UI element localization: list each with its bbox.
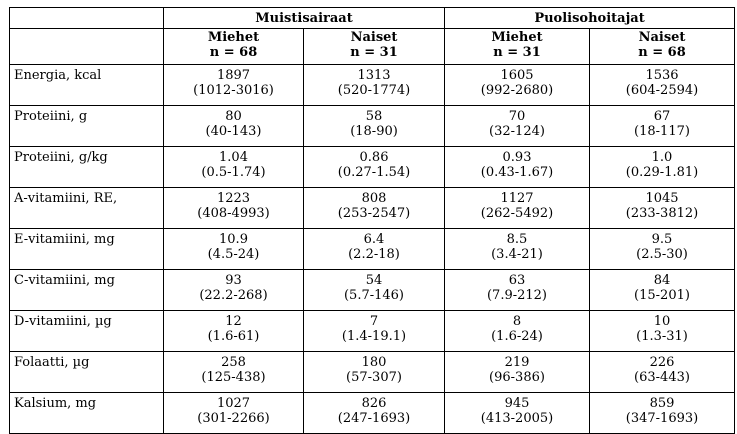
median-value: 1045 (645, 191, 679, 206)
range-value: (0.27-1.54) (337, 165, 411, 180)
subheader-n: n = 68 (209, 45, 258, 60)
median-value: 258 (221, 355, 246, 370)
subheader-cell (445, 29, 590, 65)
group-header-muistisairaat: Muistisairaat (164, 8, 445, 29)
value-cell (590, 352, 735, 393)
range-value: (96-386) (489, 370, 545, 385)
median-value: 1.0 (651, 150, 673, 165)
value-cell (590, 106, 735, 147)
value-cell (304, 393, 445, 434)
median-value: 54 (365, 273, 383, 288)
median-value: 1.04 (219, 150, 248, 165)
value-cell (445, 270, 590, 311)
table-row (10, 270, 735, 311)
range-value: (1012-3016) (193, 83, 274, 98)
value-cell (164, 65, 304, 106)
table-row (10, 393, 735, 434)
median-value: 67 (653, 109, 671, 124)
range-value: (7.9-212) (486, 288, 548, 303)
range-value: (233-3812) (625, 206, 699, 221)
value-cell (590, 393, 735, 434)
median-value: 58 (365, 109, 383, 124)
median-value: 1536 (645, 68, 679, 83)
value-cell (445, 65, 590, 106)
subheader-cell (304, 29, 445, 65)
median-value: 8.5 (506, 232, 528, 247)
table-row (10, 65, 735, 106)
value-cell (445, 352, 590, 393)
row-label: C-vitamiini, mg (10, 270, 164, 311)
range-value: (520-1774) (337, 83, 411, 98)
range-value: (3.4-21) (491, 247, 543, 262)
median-value: 1027 (216, 396, 251, 411)
value-cell (164, 106, 304, 147)
median-value: 1605 (500, 68, 534, 83)
range-value: (40-143) (205, 124, 262, 139)
range-value: (22.2-268) (199, 288, 268, 303)
group-header-puolisohoitajat: Puolisohoitajat (445, 8, 735, 29)
median-value: 84 (653, 273, 671, 288)
value-cell (304, 229, 445, 270)
subheader-sex: Miehet (491, 30, 543, 45)
value-cell (445, 147, 590, 188)
table-row (10, 188, 735, 229)
range-value: (1.4-19.1) (341, 329, 407, 344)
value-cell (164, 311, 304, 352)
median-value: 226 (649, 355, 675, 370)
value-cell (304, 188, 445, 229)
subheader-n: n = 31 (493, 45, 541, 60)
median-value: 93 (225, 273, 242, 288)
subheader-sex: Naiset (638, 30, 686, 45)
table-row (10, 352, 735, 393)
nutrient-intake-table (9, 7, 735, 434)
subheader-sex: Miehet (207, 30, 260, 45)
median-value: 219 (504, 355, 530, 370)
range-value: (4.5-24) (207, 247, 260, 262)
range-value: (0.29-1.81) (625, 165, 699, 180)
row-label: Proteiini, g/kg (10, 147, 164, 188)
value-cell (590, 147, 735, 188)
range-value: (0.43-1.67) (480, 165, 554, 180)
median-value: 80 (225, 109, 242, 124)
range-value: (18-90) (350, 124, 398, 139)
median-value: 10.9 (219, 232, 248, 247)
row-label: D-vitamiini, µg (10, 311, 164, 352)
table-row (10, 229, 735, 270)
row-label: A-vitamiini, RE, (10, 188, 164, 229)
range-value: (262-5492) (480, 206, 554, 221)
range-value: (992-2680) (480, 83, 554, 98)
median-value: 0.93 (502, 150, 532, 165)
row-label: E-vitamiini, mg (10, 229, 164, 270)
subheader-cell (164, 29, 304, 65)
value-cell (445, 106, 590, 147)
range-value: (247-1693) (337, 411, 411, 426)
value-cell (590, 311, 735, 352)
median-value: 1897 (216, 68, 251, 83)
median-value: 1313 (357, 68, 391, 83)
value-cell (590, 65, 735, 106)
range-value: (125-438) (201, 370, 266, 385)
value-cell (304, 270, 445, 311)
range-value: (57-307) (346, 370, 402, 385)
range-value: (413-2005) (480, 411, 554, 426)
median-value: 70 (508, 109, 526, 124)
value-cell (445, 311, 590, 352)
range-value: (5.7-146) (343, 288, 405, 303)
range-value: (1.6-24) (491, 329, 543, 344)
median-value: 180 (361, 355, 387, 370)
median-value: 1127 (500, 191, 534, 206)
table-row (10, 147, 735, 188)
corner-cell (10, 29, 164, 65)
median-value: 8 (512, 314, 522, 329)
value-cell (304, 65, 445, 106)
subheader-cell (590, 29, 735, 65)
value-cell (304, 147, 445, 188)
range-value: (15-201) (634, 288, 690, 303)
subheader-n: n = 68 (638, 45, 686, 60)
median-value: 10 (653, 314, 671, 329)
median-value: 808 (361, 191, 387, 206)
range-value: (604-2594) (625, 83, 699, 98)
median-value: 9.5 (651, 232, 673, 247)
row-label: Energia, kcal (10, 65, 164, 106)
subheader-n: n = 31 (350, 45, 398, 60)
range-value: (2.2-18) (348, 247, 400, 262)
median-value: 12 (225, 314, 242, 329)
value-cell (590, 188, 735, 229)
median-value: 63 (508, 273, 526, 288)
table-body (10, 65, 735, 434)
value-cell (304, 311, 445, 352)
subheader-sex: Naiset (350, 30, 398, 45)
range-value: (63-443) (634, 370, 690, 385)
group-header-row (10, 8, 735, 29)
row-label: Kalsium, mg (10, 393, 164, 434)
range-value: (1.3-31) (636, 329, 688, 344)
range-value: (253-2547) (337, 206, 411, 221)
range-value: (32-124) (489, 124, 545, 139)
subheader-row (10, 29, 735, 65)
range-value: (301-2266) (197, 411, 270, 426)
range-value: (18-117) (634, 124, 690, 139)
median-value: 826 (361, 396, 387, 411)
range-value: (1.6-61) (207, 329, 260, 344)
table-row (10, 106, 735, 147)
median-value: 859 (649, 396, 675, 411)
value-cell (164, 229, 304, 270)
value-cell (304, 352, 445, 393)
table-row (10, 311, 735, 352)
median-value: 0.86 (359, 150, 389, 165)
corner-cell (10, 8, 164, 29)
value-cell (164, 147, 304, 188)
range-value: (347-1693) (625, 411, 699, 426)
row-label: Proteiini, g (10, 106, 164, 147)
range-value: (2.5-30) (636, 247, 688, 262)
value-cell (445, 229, 590, 270)
range-value: (408-4993) (197, 206, 270, 221)
median-value: 945 (504, 396, 530, 411)
value-cell (164, 270, 304, 311)
median-value: 6.4 (363, 232, 385, 247)
median-value: 7 (369, 314, 379, 329)
median-value: 1223 (216, 191, 251, 206)
value-cell (445, 393, 590, 434)
value-cell (164, 188, 304, 229)
value-cell (164, 352, 304, 393)
range-value: (0.5-1.74) (201, 165, 266, 180)
row-label: Folaatti, µg (10, 352, 164, 393)
value-cell (590, 270, 735, 311)
value-cell (304, 106, 445, 147)
value-cell (445, 188, 590, 229)
value-cell (590, 229, 735, 270)
value-cell (164, 393, 304, 434)
